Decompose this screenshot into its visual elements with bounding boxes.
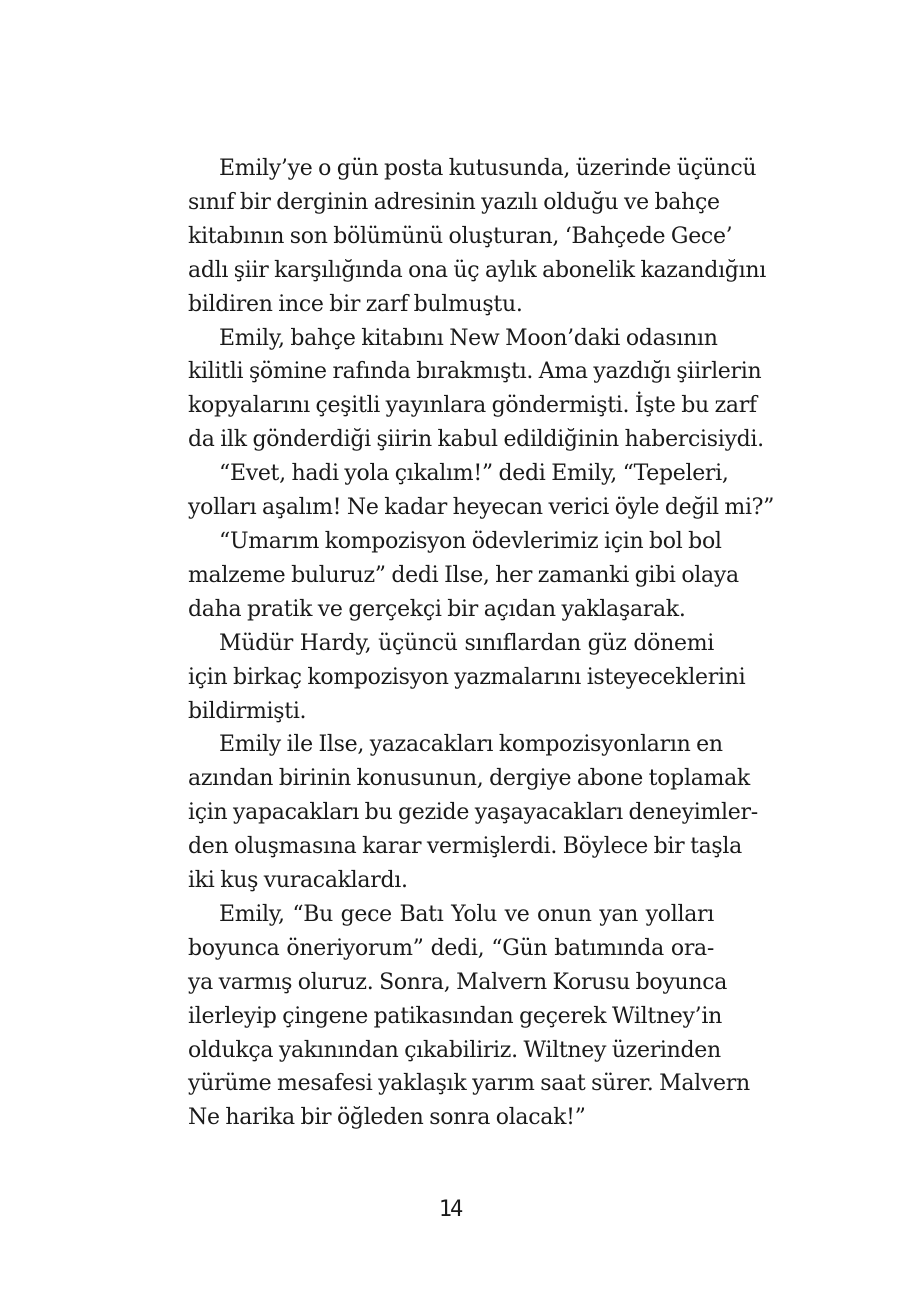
text-line: malzeme buluruz” dedi Ilse, her zamanki gibi olaya [188, 562, 739, 588]
text-line: yolları aşalım! Ne kadar heyecan verici öyle değil mi?” [188, 495, 775, 521]
text-line: kitabının son bölümünü oluşturan, ‘Bahçede Gece’ [188, 223, 733, 249]
paragraph [188, 627, 746, 729]
text-line: boyunca öneriyorum” dedi, “Gün batımında ora- [188, 935, 714, 961]
text-line: Emily, bahçe kitabını New Moon’daki odasının [219, 325, 718, 351]
text-line: Emily, “Bu gece Batı Yolu ve onun yan yolları [219, 901, 714, 927]
text-line: yürüme mesafesi yaklaşık yarım saat sürer. Malvern [188, 1071, 750, 1097]
text-line: den oluşmasına karar vermişlerdi. Böylece bir taşla [188, 834, 742, 860]
text-line: için birkaç kompozisyon yazmalarını isteyeceklerini [188, 664, 746, 690]
text-line: iki kuş vuracaklardı. [188, 868, 408, 894]
text-line: “Evet, hadi yola çıkalım!” dedi Emily, “Tepeleri, [219, 461, 729, 487]
paragraph [188, 525, 739, 627]
text-line: daha pratik ve gerçekçi bir açıdan yaklaşarak. [188, 596, 686, 622]
page-number: 14 [438, 1197, 462, 1222]
text-line: Emily’ye o gün posta kutusunda, üzerinde üçüncü [219, 156, 757, 181]
text-line: azından birinin konusunun, dergiye abone toplamak [188, 766, 750, 792]
text-line: bildirmişti. [188, 698, 307, 724]
text-line: oldukça yakınından çıkabiliriz. Wiltney üzerinden [188, 1037, 721, 1063]
book-page-text [188, 152, 775, 1135]
text-line: ilerleyip çingene patikasından geçerek Wiltney’in [188, 1003, 722, 1029]
paragraph [188, 457, 775, 525]
paragraph [188, 152, 766, 322]
text-line: sınıf bir derginin adresinin yazılı olduğu ve bahçe [188, 189, 720, 215]
text-line: bildiren ince bir zarf bulmuştu. [188, 291, 523, 317]
text-line: kilitli şömine rafında bırakmıştı. Ama yazdığı şiirlerin [188, 359, 762, 385]
text-line: için yapacakları bu gezide yaşayacakları deneyimler- [188, 800, 758, 826]
text-line: Müdür Hardy, üçüncü sınıflardan güz dönemi [219, 630, 714, 656]
text-line: adlı şiir karşılığında ona üç aylık abonelik kazandığını [188, 257, 766, 283]
text-line: Ne harika bir öğleden sonra olacak!” [188, 1105, 586, 1131]
text-line: kopyalarını çeşitli yayınlara göndermişti. İşte bu zarf [188, 393, 757, 419]
paragraph [188, 322, 764, 458]
paragraph [188, 898, 750, 1135]
text-line: Emily ile Ilse, yazacakları kompozisyonların en [219, 732, 723, 758]
paragraph [188, 728, 758, 898]
text-line: da ilk gönderdiği şiirin kabul edildiğinin habercisiydi. [188, 427, 764, 453]
text-line: “Umarım kompozisyon ödevlerimiz için bol bol [219, 528, 722, 554]
text-line: ya varmış oluruz. Sonra, Malvern Korusu boyunca [188, 969, 728, 995]
